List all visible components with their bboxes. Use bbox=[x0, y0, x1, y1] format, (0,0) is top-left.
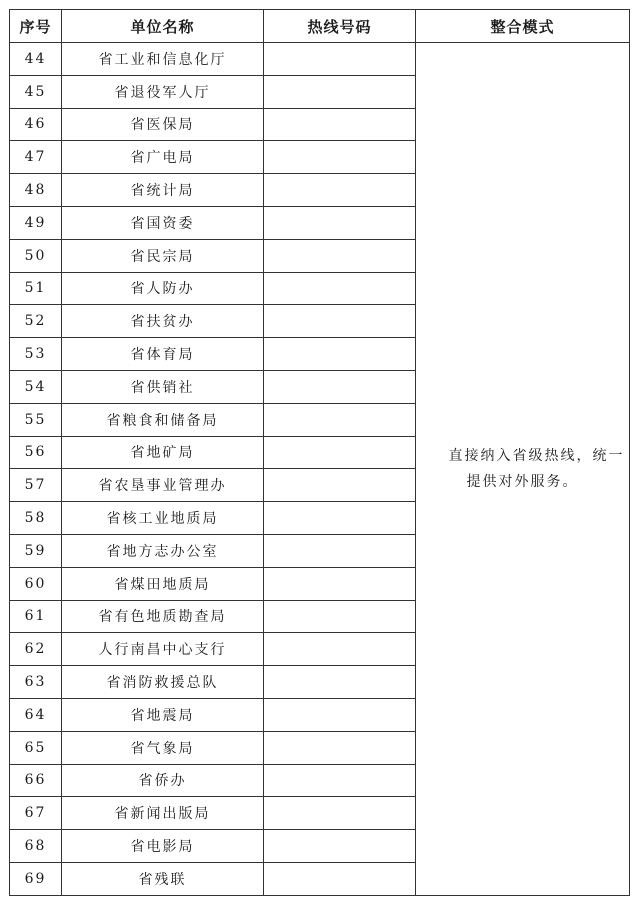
hotline-number-cell bbox=[264, 338, 416, 371]
unit-name-cell: 省地震局 bbox=[62, 698, 264, 731]
table-body bbox=[10, 43, 630, 896]
unit-name-cell: 省民宗局 bbox=[62, 239, 264, 272]
hotline-number-cell bbox=[264, 600, 416, 633]
integration-mode-cell: 直接纳入省级热线，统一提供对外服务。 bbox=[416, 43, 630, 896]
hotline-number-cell bbox=[264, 206, 416, 239]
seq-cell: 44 bbox=[10, 43, 62, 76]
table-header bbox=[10, 10, 630, 43]
unit-name-cell: 省核工业地质局 bbox=[62, 502, 264, 535]
hotline-number-cell bbox=[264, 534, 416, 567]
hotline-number-cell bbox=[264, 174, 416, 207]
hotline-number-cell bbox=[264, 698, 416, 731]
unit-name-cell: 省国资委 bbox=[62, 206, 264, 239]
seq-cell: 64 bbox=[10, 698, 62, 731]
seq-cell: 59 bbox=[10, 534, 62, 567]
unit-name-cell: 省人防办 bbox=[62, 272, 264, 305]
hotline-number-cell bbox=[264, 305, 416, 338]
hotline-number-cell bbox=[264, 666, 416, 699]
seq-cell: 51 bbox=[10, 272, 62, 305]
unit-name-cell: 省侨办 bbox=[62, 764, 264, 797]
hotline-number-cell bbox=[264, 141, 416, 174]
seq-cell: 45 bbox=[10, 75, 62, 108]
unit-name-cell: 省供销社 bbox=[62, 370, 264, 403]
hotline-table bbox=[9, 9, 630, 896]
header-unit-name: 单位名称 bbox=[62, 10, 264, 43]
unit-name-cell: 省农垦事业管理办 bbox=[62, 469, 264, 502]
seq-cell: 46 bbox=[10, 108, 62, 141]
seq-cell: 53 bbox=[10, 338, 62, 371]
hotline-number-cell bbox=[264, 239, 416, 272]
hotline-number-cell bbox=[264, 764, 416, 797]
unit-name-cell: 省体育局 bbox=[62, 338, 264, 371]
hotline-number-cell bbox=[264, 797, 416, 830]
seq-cell: 47 bbox=[10, 141, 62, 174]
unit-name-cell: 省气象局 bbox=[62, 731, 264, 764]
seq-cell: 60 bbox=[10, 567, 62, 600]
header-integration-mode: 整合模式 bbox=[416, 10, 630, 43]
unit-name-cell: 省残联 bbox=[62, 862, 264, 895]
hotline-number-cell bbox=[264, 633, 416, 666]
unit-name-cell: 省煤田地质局 bbox=[62, 567, 264, 600]
hotline-number-cell bbox=[264, 502, 416, 535]
unit-name-cell: 省广电局 bbox=[62, 141, 264, 174]
seq-cell: 57 bbox=[10, 469, 62, 502]
unit-name-cell: 省医保局 bbox=[62, 108, 264, 141]
unit-name-cell: 省退役军人厅 bbox=[62, 75, 264, 108]
hotline-number-cell bbox=[264, 370, 416, 403]
header-seq: 序号 bbox=[10, 10, 62, 43]
seq-cell: 58 bbox=[10, 502, 62, 535]
hotline-number-cell bbox=[264, 75, 416, 108]
seq-cell: 61 bbox=[10, 600, 62, 633]
hotline-number-cell bbox=[264, 436, 416, 469]
seq-cell: 63 bbox=[10, 666, 62, 699]
hotline-number-cell bbox=[264, 108, 416, 141]
seq-cell: 52 bbox=[10, 305, 62, 338]
hotline-number-cell bbox=[264, 567, 416, 600]
unit-name-cell: 省新闻出版局 bbox=[62, 797, 264, 830]
seq-cell: 50 bbox=[10, 239, 62, 272]
seq-cell: 54 bbox=[10, 370, 62, 403]
seq-cell: 67 bbox=[10, 797, 62, 830]
unit-name-cell: 省地矿局 bbox=[62, 436, 264, 469]
unit-name-cell: 省有色地质勘查局 bbox=[62, 600, 264, 633]
header-row bbox=[10, 10, 630, 43]
unit-name-cell: 省工业和信息化厅 bbox=[62, 43, 264, 76]
seq-cell: 62 bbox=[10, 633, 62, 666]
seq-cell: 55 bbox=[10, 403, 62, 436]
unit-name-cell: 省电影局 bbox=[62, 830, 264, 863]
seq-cell: 56 bbox=[10, 436, 62, 469]
hotline-number-cell bbox=[264, 403, 416, 436]
hotline-number-cell bbox=[264, 731, 416, 764]
hotline-number-cell bbox=[264, 43, 416, 76]
seq-cell: 65 bbox=[10, 731, 62, 764]
hotline-number-cell bbox=[264, 469, 416, 502]
seq-cell: 48 bbox=[10, 174, 62, 207]
seq-cell: 49 bbox=[10, 206, 62, 239]
unit-name-cell: 省地方志办公室 bbox=[62, 534, 264, 567]
unit-name-cell: 省扶贫办 bbox=[62, 305, 264, 338]
hotline-number-cell bbox=[264, 830, 416, 863]
unit-name-cell: 省消防救援总队 bbox=[62, 666, 264, 699]
table-row bbox=[10, 43, 630, 76]
hotline-number-cell bbox=[264, 272, 416, 305]
header-hotline-number: 热线号码 bbox=[264, 10, 416, 43]
unit-name-cell: 省粮食和储备局 bbox=[62, 403, 264, 436]
unit-name-cell: 人行南昌中心支行 bbox=[62, 633, 264, 666]
unit-name-cell: 省统计局 bbox=[62, 174, 264, 207]
seq-cell: 66 bbox=[10, 764, 62, 797]
seq-cell: 69 bbox=[10, 862, 62, 895]
seq-cell: 68 bbox=[10, 830, 62, 863]
hotline-number-cell bbox=[264, 862, 416, 895]
